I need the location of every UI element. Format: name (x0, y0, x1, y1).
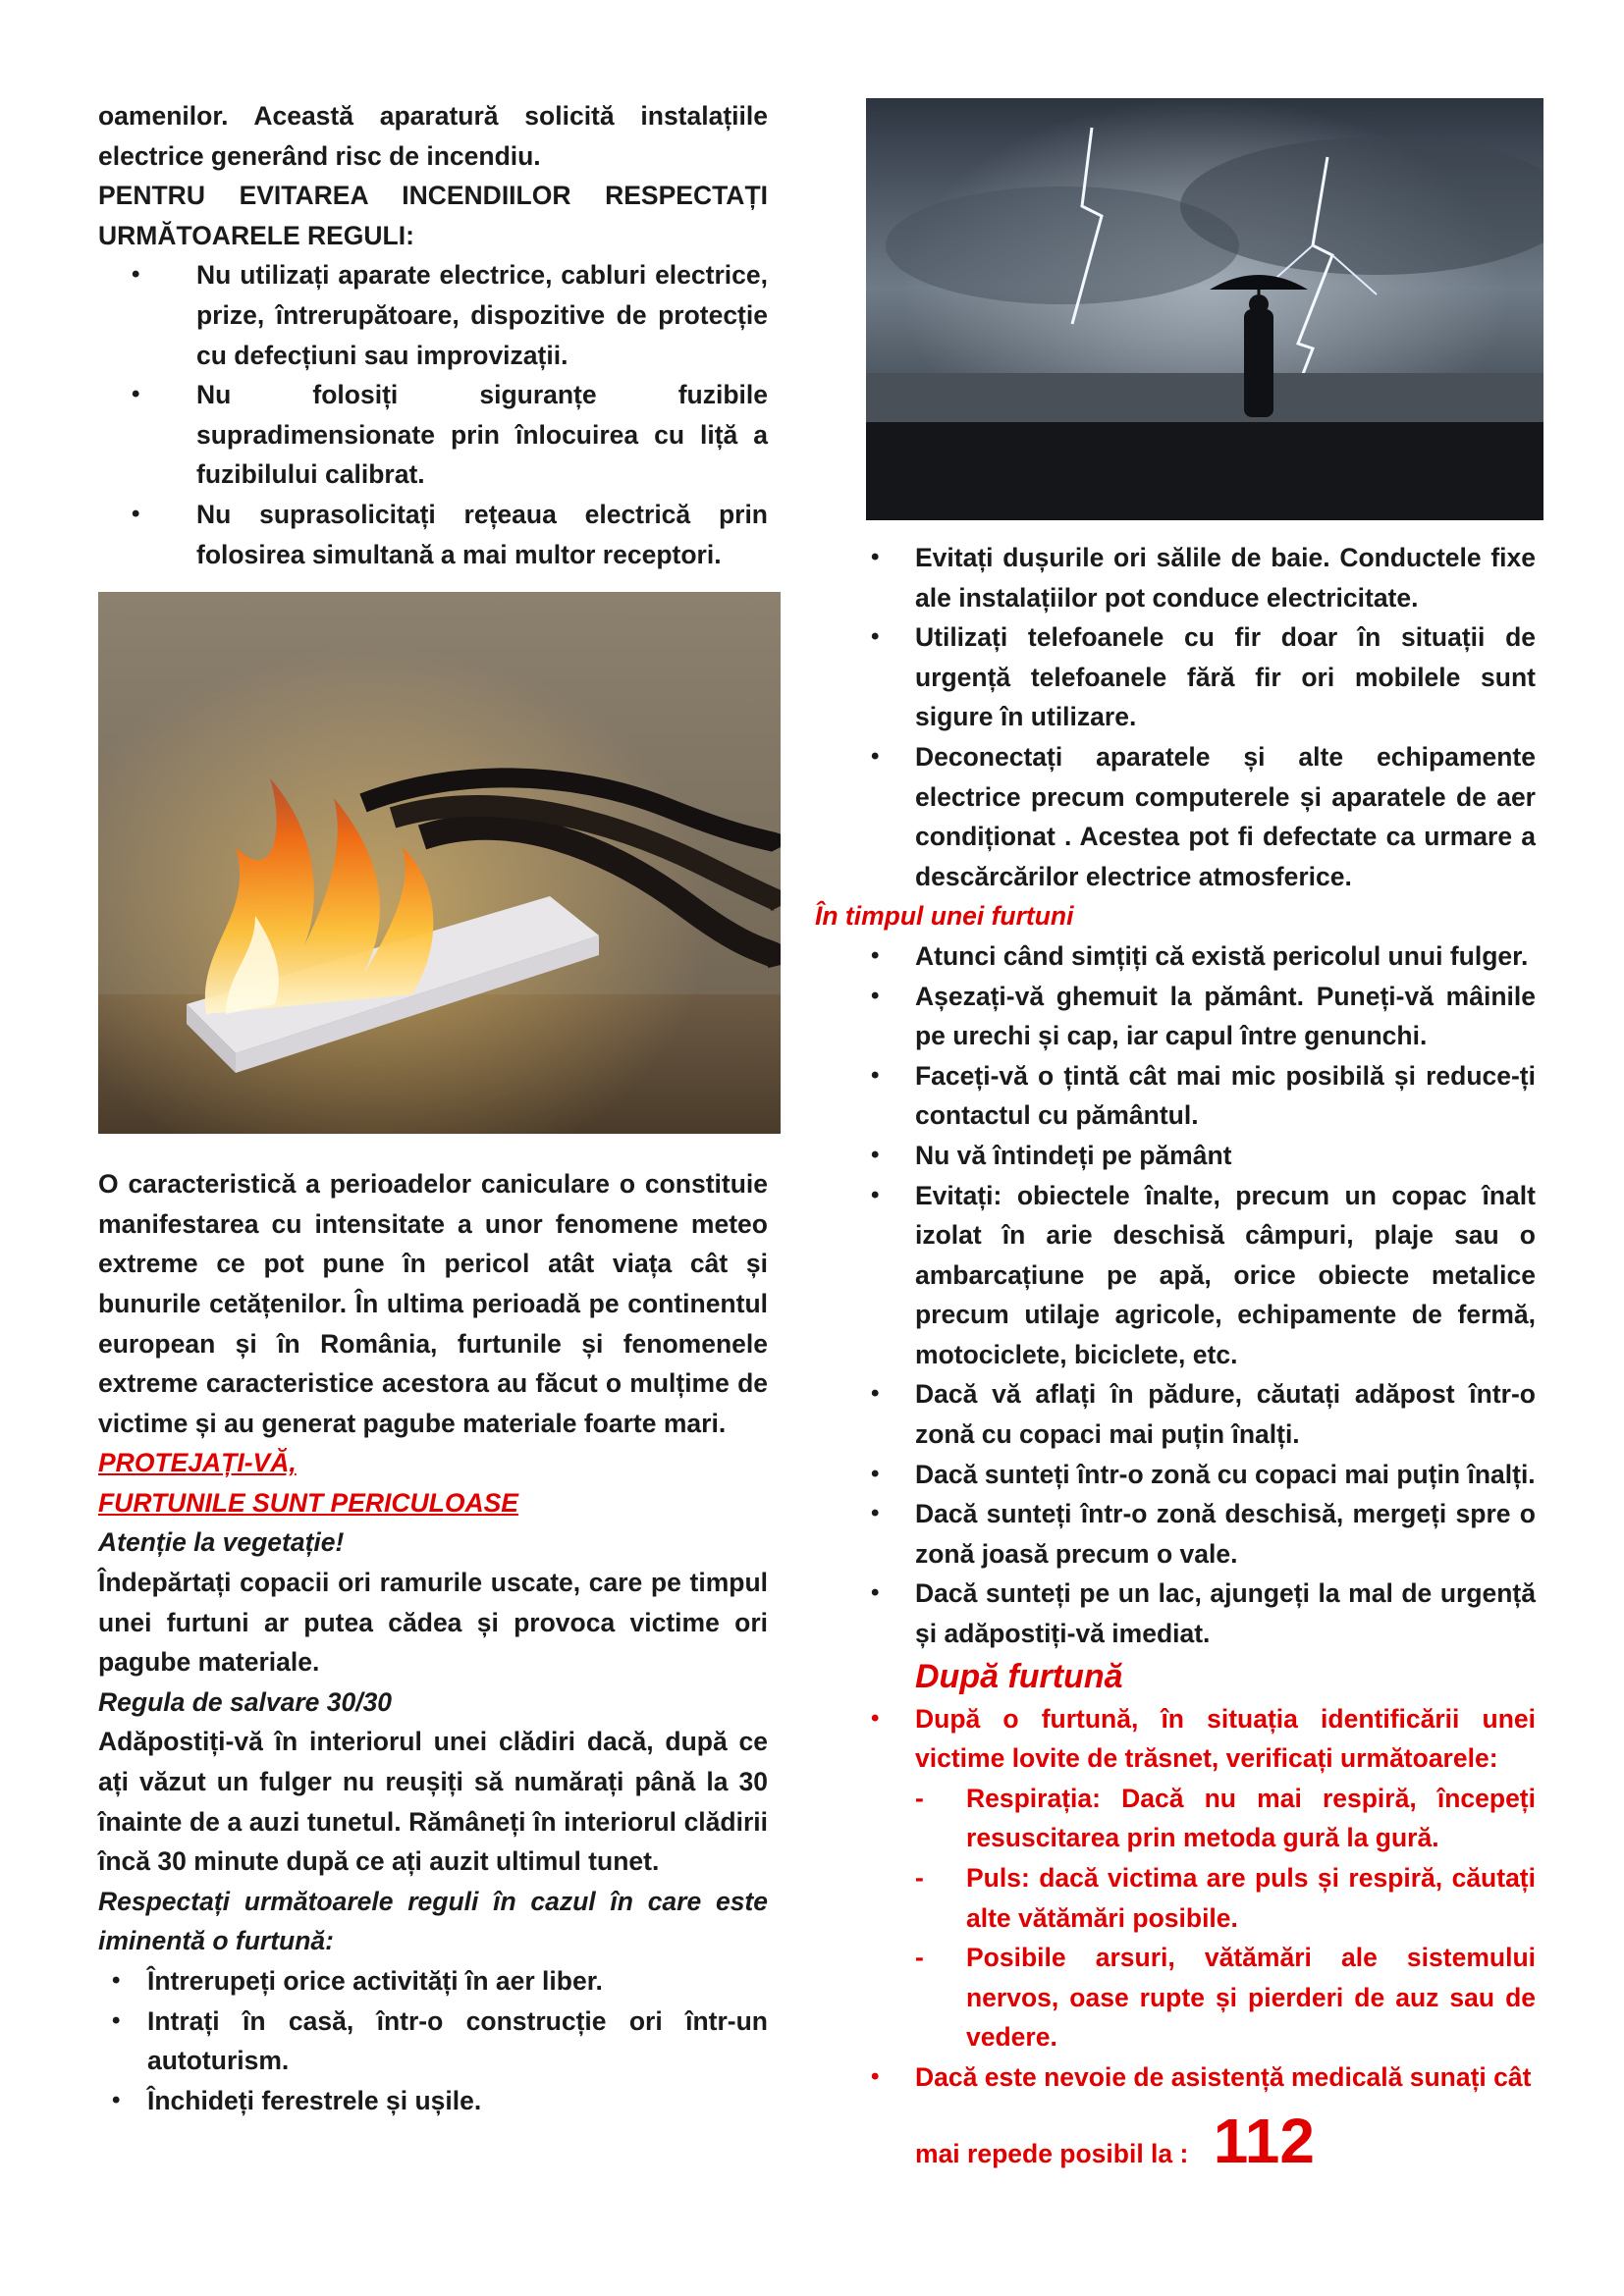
imminent-rule-item: • Intrați în casă, într-o construcție ori într-un autoturism. (79, 2002, 768, 2081)
emergency-number: 112 (1213, 2105, 1315, 2176)
medical-number-line (815, 2105, 1536, 2185)
medical-text-line-1: Dacă este nevoie de asistență medicală sunați cât (915, 2061, 1532, 2092)
after-storm-list (815, 1699, 1536, 1779)
after-storm-intro: • După o furtună, în situația identificării unei victime lovite de trăsnet, verificați următoarele: (815, 1699, 1536, 1779)
during-storm-item: • Nu vă întindeți pe pământ (815, 1136, 1536, 1176)
intro-line-2: electrice generând risc de incendiu. (98, 140, 541, 171)
during-storm-item: • Așezați-vă ghemuit la pământ. Puneți-vă mâinile pe urechi și cap, iar capul între genunchi. (815, 977, 1536, 1056)
rule-3030-text: Adăpostiți-vă în interiorul unei clădiri dacă, după ce ați văzut un fulger nu reușiți să numărați până la 30 înainte de a auzi tunetul. Rămâneți în interiorul clădirii încă 30 minute după ce ați auzit ultimul tunet. (98, 1727, 768, 1877)
storm-precaution-item: • Deconectați aparatele și alte echipamente electrice precum computerele și aparatele de aer condiționat . Acestea pot fi defectate ca urmare a descărcărilor electrice atmosferice. (815, 737, 1536, 896)
during-storm-item: • Dacă vă aflați în pădure, căutați adăpost într-o zonă cu copaci mai puțin înalți. (815, 1374, 1536, 1454)
protect-subtitle: FURTUNILE SUNT PERICULOASE (98, 1487, 518, 1518)
medical-text-line-2: mai repede posibil la : (915, 2138, 1189, 2168)
rule-3030-title: Regula de salvare 30/30 (98, 1686, 393, 1717)
fire-rules-list (98, 255, 768, 574)
storm-precautions-list (815, 538, 1536, 896)
during-storm-item: • Atunci când simțiți că există pericolul unui fulger. (815, 936, 1536, 977)
medical-list (815, 2057, 1536, 2098)
victim-check-item: - Posibile arsuri, vătămări ale sistemului nervos, oase rupte și pierderi de auz sau de vedere. (815, 1938, 1536, 2057)
during-storm-title: În timpul unei furtuni (815, 901, 1074, 932)
intro-line-1: oamenilor. Această aparatură solicită instalațiile (98, 101, 768, 131)
rules-title-line-2: URMĂTOARELE REGULI: (98, 220, 414, 250)
right-column (815, 96, 1536, 2185)
during-storm-item: • Dacă sunteți într-o zonă cu copaci mai puțin înalți. (815, 1455, 1536, 1495)
imminent-title: Respectați următoarele reguli în cazul în care este iminentă o furtună: (98, 1886, 768, 1956)
storm-precaution-item: • Utilizați telefoanele cu fir doar în situații de urgență telefoanele fără fir ori mobilele sunt sigure în utilizare. (815, 617, 1536, 737)
vegetation-title: Atenție la vegetație! (98, 1527, 345, 1558)
photo-spacer (815, 96, 1536, 538)
burning-power-strip-photo (98, 592, 781, 1134)
after-storm-title: După furtună (915, 1657, 1123, 1695)
during-storm-item: • Faceți-vă o țintă cât mai mic posibilă și reduce-ți contactul cu pământul. (815, 1056, 1536, 1136)
fire-rule-item: • Nu suprasolicitați rețeaua electrică prin folosirea simultană a mai multor receptori. (98, 495, 768, 574)
imminent-rule-item: • Întrerupeți orice activități în aer liber. (79, 1961, 768, 2002)
storm-precaution-item: • Evitați dușurile ori sălile de baie. Conductele fixe ale instalațiilor pot conduce electricitate. (815, 538, 1536, 617)
victim-check-item: - Respirația: Dacă nu mai respiră, începeți resuscitarea prin metoda gură la gură. (815, 1779, 1536, 1858)
fire-rule-item: • Nu utilizați aparate electrice, cabluri electrice, prize, întrerupătoare, dispozitive de protecție cu defecțiuni sau improvizații. (98, 255, 768, 375)
during-storm-list (815, 936, 1536, 1654)
vegetation-text: Îndepărtați copacii ori ramurile uscate, care pe timpul unei furtuni ar putea cădea și provoca victime ori pagube materiale. (98, 1568, 768, 1678)
fire-rule-item: • Nu folosiți siguranțe fuzibile supradimensionate prin înlocuirea cu liță a fuzibilului calibrat. (98, 375, 768, 495)
during-storm-item: • Dacă sunteți într-o zonă deschisă, mergeți spre o zonă joasă precum o vale. (815, 1494, 1536, 1574)
rules-title-line-1: PENTRU EVITAREA INCENDIILOR RESPECTAȚI (98, 181, 768, 211)
during-storm-item: • Dacă sunteți pe un lac, ajungeți la mal de urgență și adăpostiți-vă imediat. (815, 1574, 1536, 1653)
during-storm-item: • Evitați: obiectele înalte, precum un copac înalt izolat în arie deschisă câmpuri, plaje sau o ambarcațiune pe apă, orice obiecte metalice precum utilaje agricole, echipamente de fermă, motociclete, biciclete, etc. (815, 1176, 1536, 1375)
canicula-paragraph: O caracteristică a perioadelor caniculare o constituie manifestarea cu intensitate a unor fenomene meteo extreme ce pot pune în pericol atât viața cât și bunurile cetățenilor. În ultima perioadă pe continentul european și în România, furtunile și fenomenele extreme caracteristice acestora au făcut o mulțime de victime și au generat pagube materiale foarte mari. (98, 1169, 768, 1438)
imminent-rule-item: • Închideți ferestrele și ușile. (79, 2081, 768, 2121)
imminent-rules-list (79, 1961, 768, 2120)
medical-item (815, 2057, 1536, 2098)
victim-checks-list (815, 1779, 1536, 2057)
protect-title: PROTEJAȚI-VĂ, (98, 1448, 297, 1478)
victim-check-item: - Puls: dacă victima are puls și respiră, căutați alte vătămări posibile. (815, 1858, 1536, 1938)
